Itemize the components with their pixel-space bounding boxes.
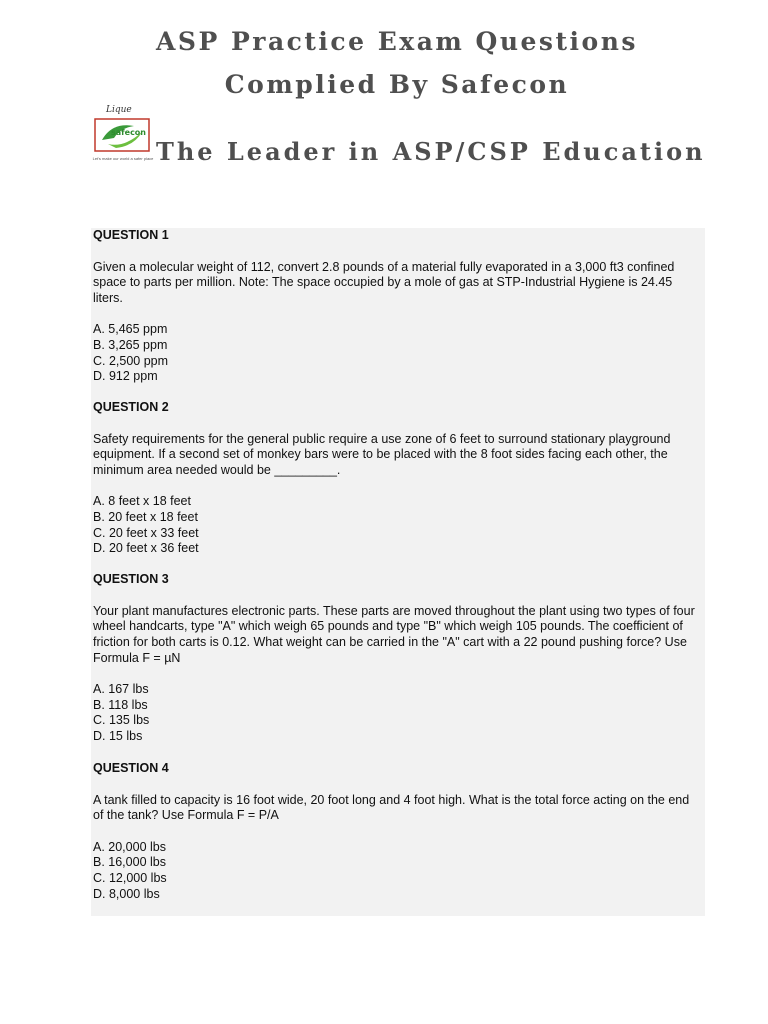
logo-motto: Let's make our world a safer place	[92, 156, 154, 161]
answer-option: A. 20,000 lbs	[93, 839, 166, 854]
answer-option: B. 118 lbs	[93, 697, 148, 712]
page-title: ASP Practice Exam Questions	[156, 27, 638, 56]
answer-option: A. 5,465 ppm	[93, 322, 168, 337]
page-subtitle: Complied By Safecon	[224, 70, 570, 99]
answer-option: A. 167 lbs	[93, 682, 149, 697]
question-block	[93, 761, 703, 902]
tagline: The Leader in ASP/CSP Education	[156, 137, 706, 166]
answer-option: D. 8,000 lbs	[93, 886, 160, 901]
question-text: Given a molecular weight of 112, convert 2.8 pounds of a material fully evaporated in a 3,000 ft3 confined space to parts per million. Note: The space occupied by a mole of gas at STP-Industrial Hygiene is 24.45 liters.	[93, 259, 675, 306]
answer-option: B. 20 feet x 18 feet	[93, 510, 198, 525]
question-heading: QUESTION 1	[93, 228, 169, 242]
questions-panel	[91, 228, 705, 916]
answer-options	[93, 682, 703, 745]
safecon-logo	[88, 104, 156, 166]
answer-option: C. 135 lbs	[93, 713, 150, 728]
answer-option: C. 2,500 ppm	[93, 353, 169, 368]
answer-options	[93, 494, 703, 557]
question-text: Your plant manufactures electronic parts. These parts are moved throughout the plant using two types of four wheel handcarts, type "A" which weigh 65 pounds and type "B" which weigh 105 pounds. The coefficient of friction for both carts is 0.12. What weight can be carried in the "A" cart with a 22 pound pushing force? Use Formula F = µN	[93, 603, 695, 665]
answer-option: C. 12,000 lbs	[93, 871, 167, 886]
logo-text: safecon	[111, 128, 146, 137]
question-heading: QUESTION 2	[93, 400, 169, 414]
question-heading: QUESTION 4	[93, 761, 169, 775]
question-block	[93, 400, 703, 557]
question-block	[93, 572, 703, 745]
answer-option: D. 912 ppm	[93, 369, 158, 384]
question-text: A tank filled to capacity is 16 foot wide, 20 foot long and 4 foot high. What is the total force acting on the end of the tank? Use Formula F = P/A	[93, 792, 690, 823]
question-text: Safety requirements for the general public require a use zone of 6 feet to surround stationary playground equipment. If a second set of monkey bars were to be placed with the 8 foot sides facing each other, the minimum area needed would be _________.	[93, 431, 671, 478]
answer-option: D. 20 feet x 36 feet	[93, 541, 199, 556]
answer-options	[93, 322, 703, 385]
answer-option: B. 3,265 ppm	[93, 338, 168, 353]
logo-signature: Lique	[106, 105, 132, 115]
answer-option: C. 20 feet x 33 feet	[93, 525, 199, 540]
answer-option: D. 15 lbs	[93, 729, 143, 744]
answer-option: A. 8 feet x 18 feet	[93, 494, 191, 509]
answer-option: B. 16,000 lbs	[93, 855, 166, 870]
question-block	[93, 228, 703, 385]
question-heading: QUESTION 3	[93, 572, 169, 586]
answer-options	[93, 840, 703, 903]
